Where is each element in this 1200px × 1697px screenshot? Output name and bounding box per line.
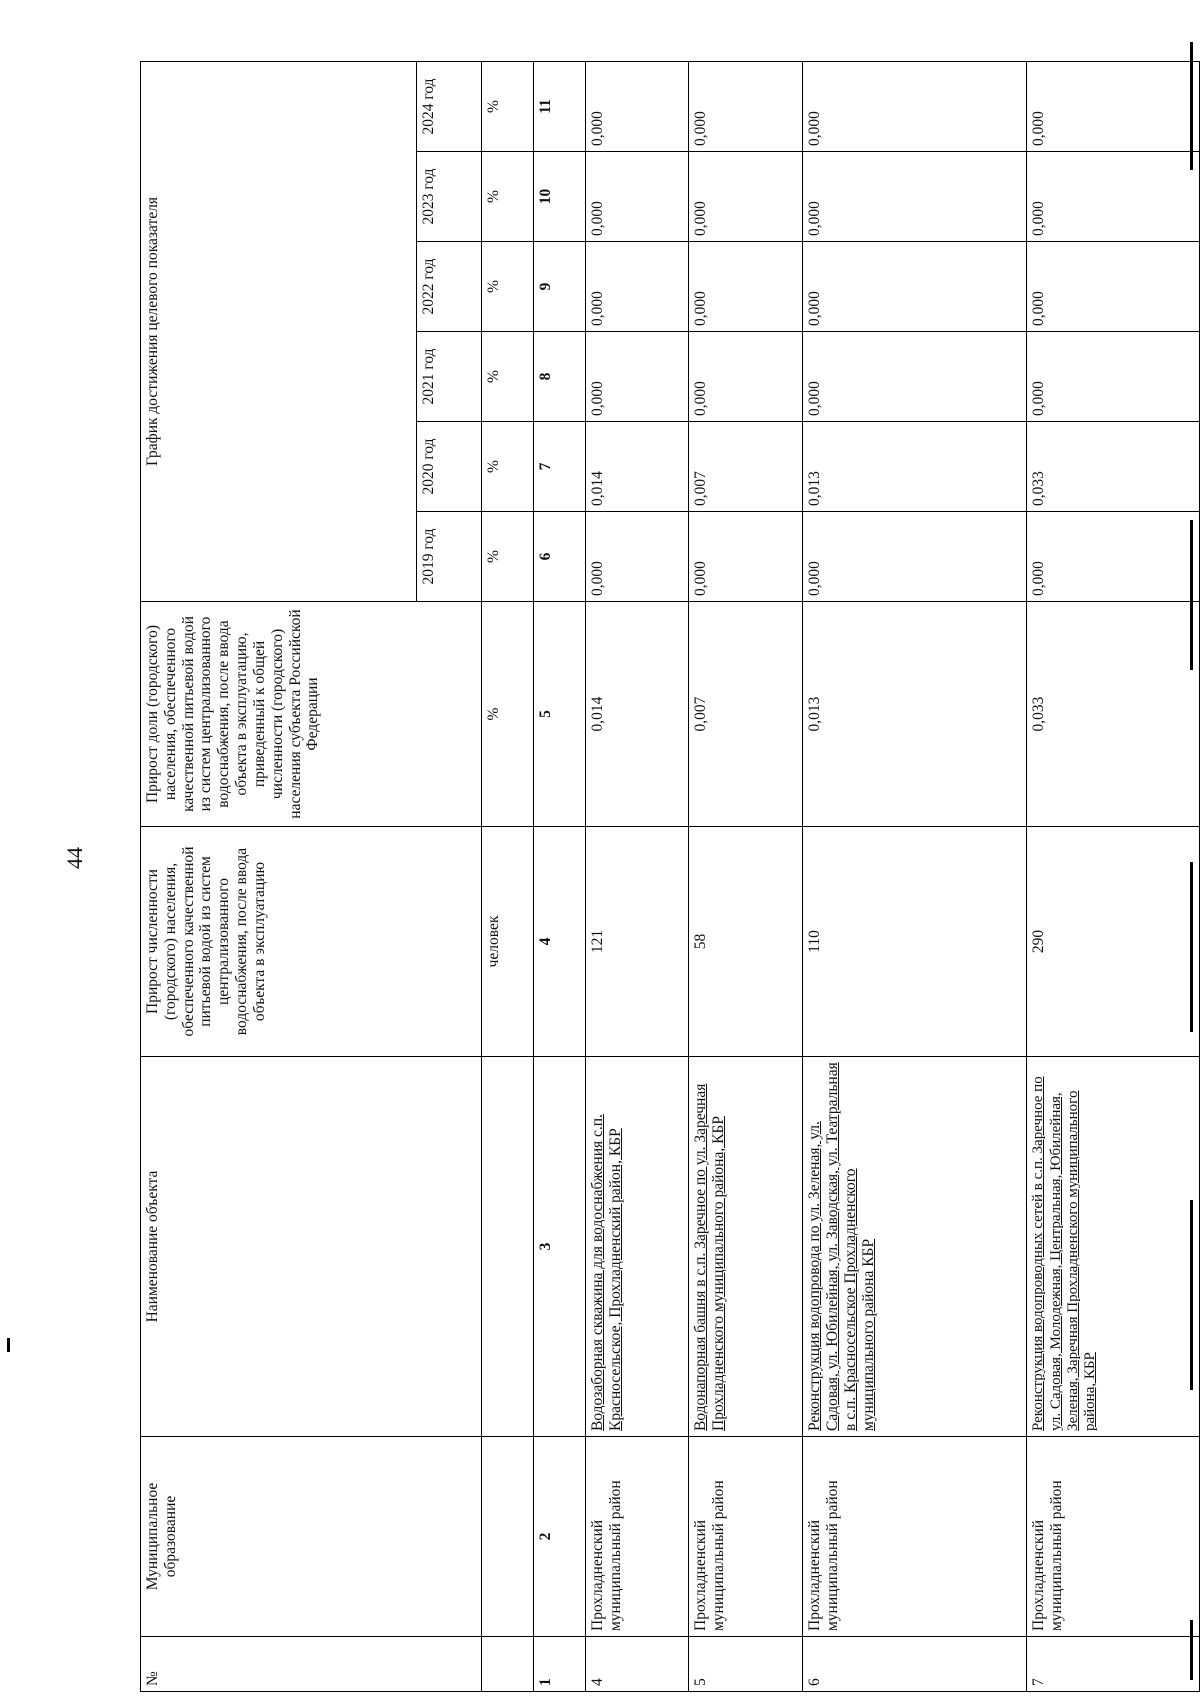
unit-percent: % xyxy=(482,512,534,602)
header-population-growth: Прирост численности (городского) населения, обеспеченного качественной питьевой водой из систем централизованного водоснабжения, после ввода объекта в эксплуатацию xyxy=(141,827,482,1057)
column-number: 11 xyxy=(534,61,586,151)
header-share-growth: Прирост доли (городского) населения, обеспеченного качественной питьевой водой из систем централизованного водоснабжения, после ввода объекта в эксплуатацию, приведенный к общей численности (городского) населения субъекта Российской Федерации xyxy=(141,602,482,827)
column-number: 8 xyxy=(534,332,586,422)
row-year-value: 0,000 xyxy=(585,332,688,422)
table-row xyxy=(803,61,1027,1691)
row-year-value: 0,000 xyxy=(1027,242,1200,332)
row-object-name: Водозаборная скважина для водоснабжения с.п. Красносельское, Прохладненский район, КБР xyxy=(585,1057,688,1437)
column-number: 2 xyxy=(534,1437,586,1637)
row-year-value: 0,013 xyxy=(803,422,1027,512)
unit-empty xyxy=(482,1437,534,1637)
column-number: 3 xyxy=(534,1057,586,1437)
table-row xyxy=(585,61,688,1691)
unit-people: человек xyxy=(482,827,534,1057)
column-number: 1 xyxy=(534,1637,586,1692)
row-year-value: 0,000 xyxy=(1027,61,1200,151)
row-no: 7 xyxy=(1027,1637,1200,1692)
header-no: № xyxy=(141,1637,482,1692)
row-year-value: 0,000 xyxy=(585,61,688,151)
row-people: 290 xyxy=(1027,827,1200,1057)
year-2019: 2019 год xyxy=(416,512,482,602)
year-2022: 2022 год xyxy=(416,242,482,332)
column-number: 9 xyxy=(534,242,586,332)
scan-mark xyxy=(7,1338,10,1352)
unit-percent: % xyxy=(482,422,534,512)
header-municipality: Муниципальное образование xyxy=(141,1437,482,1637)
row-municipality: Прохладненский муниципальный район xyxy=(689,1437,803,1637)
unit-empty xyxy=(482,1637,534,1692)
row-year-value: 0,000 xyxy=(585,152,688,242)
page-number: 44 xyxy=(62,847,87,869)
column-number: 7 xyxy=(534,422,586,512)
row-year-value: 0,000 xyxy=(803,61,1027,151)
row-share: 0,007 xyxy=(689,602,803,827)
table-row xyxy=(689,61,803,1691)
row-share: 0,014 xyxy=(585,602,688,827)
row-municipality: Прохладненский муниципальный район xyxy=(585,1437,688,1637)
column-number: 4 xyxy=(534,827,586,1057)
row-year-value: 0,000 xyxy=(1027,332,1200,422)
row-year-value: 0,000 xyxy=(689,152,803,242)
year-2020: 2020 год xyxy=(416,422,482,512)
row-year-value: 0,000 xyxy=(803,152,1027,242)
row-object-name: Реконструкция водопроводных сетей в с.п. Заречное по ул. Садовая, Молодежная, Центральная, Юбилейная, Зеленая, Заречная Прохладненского муниципального района, КБР xyxy=(1027,1057,1200,1437)
row-municipality: Прохладненский муниципальный район xyxy=(803,1437,1027,1637)
year-2021: 2021 год xyxy=(416,332,482,422)
column-number: 10 xyxy=(534,152,586,242)
column-number: 5 xyxy=(534,602,586,827)
row-year-value: 0,000 xyxy=(1027,512,1200,602)
unit-percent: % xyxy=(482,152,534,242)
row-share: 0,013 xyxy=(803,602,1027,827)
rotated-table-area xyxy=(140,62,1200,1692)
unit-empty xyxy=(482,1057,534,1437)
row-object-name: Реконструкция водопровода по ул. Зеленая, ул. Садовая, ул. Юбилейная, ул. Заводская, ул. Театральная в с.п. Красносельское Прохладненского муниципального района КБР xyxy=(803,1057,1027,1437)
row-no: 5 xyxy=(689,1637,803,1692)
row-year-value: 0,000 xyxy=(803,242,1027,332)
target-indicator-table xyxy=(140,61,1200,1692)
unit-percent: % xyxy=(482,61,534,151)
unit-percent: % xyxy=(482,242,534,332)
row-year-value: 0,033 xyxy=(1027,422,1200,512)
row-no: 6 xyxy=(803,1637,1027,1692)
row-year-value: 0,000 xyxy=(585,512,688,602)
row-no: 4 xyxy=(585,1637,688,1692)
row-year-value: 0,000 xyxy=(803,332,1027,422)
header-schedule: График достижения целевого показателя xyxy=(141,61,417,601)
unit-percent: % xyxy=(482,602,534,827)
year-2023: 2023 год xyxy=(416,152,482,242)
header-object-name: Наименование объекта xyxy=(141,1057,482,1437)
row-year-value: 0,000 xyxy=(689,242,803,332)
table-row xyxy=(1027,61,1200,1691)
row-year-value: 0,000 xyxy=(689,61,803,151)
row-people: 110 xyxy=(803,827,1027,1057)
row-year-value: 0,014 xyxy=(585,422,688,512)
year-2024: 2024 год xyxy=(416,61,482,151)
row-year-value: 0,000 xyxy=(803,512,1027,602)
row-year-value: 0,000 xyxy=(585,242,688,332)
row-object-name: Водонапорная башня в с.п. Заречное по ул. Заречная Прохладненского муниципального района, КБР xyxy=(689,1057,803,1437)
row-people: 121 xyxy=(585,827,688,1057)
column-number: 6 xyxy=(534,512,586,602)
row-year-value: 0,000 xyxy=(1027,152,1200,242)
row-year-value: 0,000 xyxy=(689,332,803,422)
row-year-value: 0,000 xyxy=(689,512,803,602)
row-people: 58 xyxy=(689,827,803,1057)
row-share: 0,033 xyxy=(1027,602,1200,827)
row-year-value: 0,007 xyxy=(689,422,803,512)
row-municipality: Прохладненский муниципальный район xyxy=(1027,1437,1200,1637)
unit-percent: % xyxy=(482,332,534,422)
